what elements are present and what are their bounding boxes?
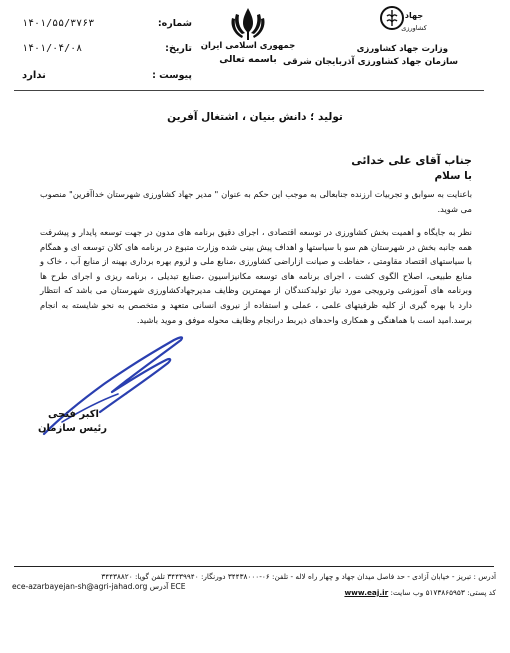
attachment-value: ندارد [22, 69, 46, 81]
body-paragraph-2: نظر به جایگاه و اهمیت بخش کشاورزی در توسعه اقتصادی ، اجرای دقیق برنامه های مدون در جهت توسعه پایدار و پیشرفت همه جانبه بخش در شهرستان هم سو با سیاستها و اهداف پیش بینی شده وزارت متبوع در برنامه های کلان توسعه ای و همگام با سیاستهای اقتصاد مقاومتی ، حفاظت و صیانت ازاراضی کشاورزی ،منابع ملی و لزوم بهره برداری بهینه از منابع آب ، خاک و منابع طبیعی، اصلاح الگوی کشت ، اجرای برنامه های توسعه مکانیزاسیون ،صنایع تبدیلی ، برنامه ریزی و اجرای طرح ها وبرنامه های آموزشی وترویجی مورد نیاز تولیدکنندگان از مهمترین وظایف مدیرجهادکشاورزی شهرستان می باشد که انتظار دارد با بهره گیری از کلیه ظرفیتهای علمی ، عملی و استفاده از نیروی انسانی متعهد و متخصص به نحو شایسته به انجام برسد.امید است با هماهنگی و همکاری واحدهای ذیربط درانجام وظایف محوله موفق و موید باشید. [40, 227, 472, 325]
footer-postal-row [200, 588, 496, 597]
letter-date-row [22, 41, 192, 55]
iran-emblem-icon [228, 6, 268, 42]
header-divider [14, 90, 484, 91]
footer-address: آدرس : تبریز - خیابان آزادی - حد فاصل میدان جهاد و چهار راه لاله - تلفن: ۰۶-۳۴۴۳۸۰۰۰ دورنگار: ۳۴۴۳۹۹۴۰ تلفن گویا: ۳۴۴۳۸۸۲۰ [101, 572, 496, 581]
attachment-row [22, 68, 192, 82]
recipient-name: جناب آقای علی خدائی [351, 154, 472, 167]
number-value: ۱۴۰۱/۵۵/۳۷۶۳ [22, 17, 95, 29]
body-paragraph-1: باعنایت به سوابق و تجربیات ارزنده جنابعالی به موجب این حکم به عنوان " مدیر جهاد کشاورزی شهرستان خداآفرین" منصوب می شوید. [40, 189, 472, 214]
svg-text:کشاورزی: کشاورزی [401, 24, 427, 32]
signatory-name: اکبر فتحی [48, 409, 99, 420]
footer-email[interactable]: ece-azarbayejan-sh@agri-jahad.org [12, 582, 148, 591]
footer-website-link[interactable]: www.eaj.ir [344, 588, 389, 597]
greeting: با سلام [434, 170, 472, 182]
slogan: تولید ؛ دانش بنیان ، اشتغال آفرین [167, 111, 343, 123]
organization-title: سازمان جهاد کشاورزی آذربایجان شرقی [283, 57, 458, 67]
letter-number-row [22, 16, 192, 30]
footer-email-label: آدرس ECE [149, 582, 186, 591]
date-value: ۱۴۰۱/۰۴/۰۸ [22, 42, 83, 54]
svg-text:جهاد: جهاد [404, 11, 424, 20]
ministry-title: وزارت جهاد کشاورزی [356, 44, 448, 54]
invocation: باسمه تعالی [219, 54, 277, 65]
republic-title: جمهوری اسلامی ایران [200, 41, 296, 51]
number-label: شماره: [157, 17, 192, 29]
date-label: تاریخ: [165, 42, 192, 54]
jahad-keshavarzi-logo-icon [380, 4, 432, 42]
attachment-label: پیوست : [152, 69, 192, 81]
footer-postal: کد پستی: ۵۱۷۳۸۶۵۹۵۳ وب سایت: [388, 588, 496, 597]
signatory-title: رئیس سازمان [38, 423, 108, 434]
footer-divider [14, 566, 494, 567]
